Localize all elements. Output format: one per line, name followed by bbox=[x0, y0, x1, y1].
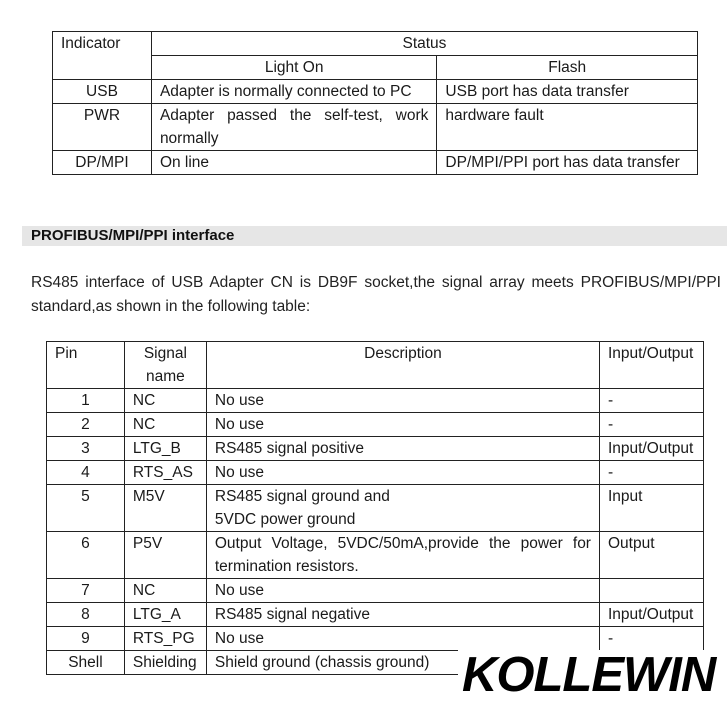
description-cell: Shield ground (chassis ground) bbox=[206, 651, 599, 675]
description-cell: RS485 signal positive bbox=[206, 437, 599, 461]
description-cell: No use bbox=[206, 627, 599, 651]
description-cell: RS485 signal negative bbox=[206, 603, 599, 627]
table-row bbox=[47, 437, 704, 461]
description-cell: Output Voltage, 5VDC/50mA,provide the power for termination resistors. bbox=[206, 532, 599, 579]
indicator-cell: PWR bbox=[53, 104, 152, 151]
table-row bbox=[47, 603, 704, 627]
light-on-cell: On line bbox=[151, 151, 436, 175]
description-cell: No use bbox=[206, 461, 599, 485]
pin-cell: 1 bbox=[47, 389, 125, 413]
io-cell: Input bbox=[599, 485, 703, 532]
io-cell: Output bbox=[599, 532, 703, 579]
table-row bbox=[47, 579, 704, 603]
pin-cell: 4 bbox=[47, 461, 125, 485]
pin-cell: 6 bbox=[47, 532, 125, 579]
io-cell: - bbox=[599, 627, 703, 651]
section-paragraph: RS485 interface of USB Adapter CN is DB9F socket,the signal array meets PROFIBUS/MPI/PPI standard,as shown in the following table: bbox=[31, 274, 721, 315]
table-row bbox=[53, 151, 698, 175]
signal-cell: LTG_B bbox=[124, 437, 206, 461]
signal-cell: Shielding bbox=[124, 651, 206, 675]
description-cell: No use bbox=[206, 413, 599, 437]
table-row bbox=[53, 104, 698, 151]
indicator-table bbox=[52, 31, 698, 175]
header-status: Status bbox=[151, 32, 697, 56]
io-cell: - bbox=[599, 461, 703, 485]
header-light-on: Light On bbox=[151, 56, 436, 80]
io-cell: Input/Output bbox=[599, 437, 703, 461]
indicator-cell: USB bbox=[53, 80, 152, 104]
header-indicator: Indicator bbox=[53, 32, 152, 80]
table-row bbox=[47, 461, 704, 485]
pin-cell: 3 bbox=[47, 437, 125, 461]
table-row bbox=[47, 413, 704, 437]
table-row bbox=[47, 532, 704, 579]
signal-cell: NC bbox=[124, 413, 206, 437]
header-pin: Pin bbox=[47, 342, 125, 389]
kollewin-watermark-logo: KOLLEWIN bbox=[458, 650, 719, 700]
flash-cell: hardware fault bbox=[437, 104, 698, 151]
signal-cell: LTG_A bbox=[124, 603, 206, 627]
flash-cell: DP/MPI/PPI port has data transfer bbox=[437, 151, 698, 175]
header-signal-name: Signal name bbox=[124, 342, 206, 389]
table-row bbox=[47, 389, 704, 413]
io-cell: Input/Output bbox=[599, 603, 703, 627]
io-cell bbox=[599, 579, 703, 603]
signal-cell: NC bbox=[124, 389, 206, 413]
description-line: RS485 signal ground and bbox=[214, 488, 390, 505]
signal-cell: M5V bbox=[124, 485, 206, 532]
table-header-row bbox=[47, 342, 704, 389]
description-cell: No use bbox=[206, 579, 599, 603]
pin-cell: 7 bbox=[47, 579, 125, 603]
pin-cell: 2 bbox=[47, 413, 125, 437]
description-cell bbox=[206, 485, 599, 532]
signal-cell: RTS_AS bbox=[124, 461, 206, 485]
section-title: PROFIBUS/MPI/PPI interface bbox=[31, 227, 235, 244]
description-cell: No use bbox=[206, 389, 599, 413]
pin-cell: 8 bbox=[47, 603, 125, 627]
pin-cell: 9 bbox=[47, 627, 125, 651]
light-on-cell: Adapter is normally connected to PC bbox=[151, 80, 436, 104]
table-row bbox=[47, 627, 704, 651]
table-header-row bbox=[53, 32, 698, 56]
pin-cell: Shell bbox=[47, 651, 125, 675]
indicator-cell: DP/MPI bbox=[53, 151, 152, 175]
table-row bbox=[53, 80, 698, 104]
io-cell: - bbox=[599, 389, 703, 413]
pin-table bbox=[46, 341, 704, 675]
light-on-cell: Adapter passed the self-test, work normally bbox=[151, 104, 436, 151]
signal-cell: P5V bbox=[124, 532, 206, 579]
signal-cell: RTS_PG bbox=[124, 627, 206, 651]
io-cell: - bbox=[599, 413, 703, 437]
header-description: Description bbox=[206, 342, 599, 389]
header-input-output: Input/Output bbox=[599, 342, 703, 389]
flash-cell: USB port has data transfer bbox=[437, 80, 698, 104]
table-row bbox=[47, 485, 704, 532]
pin-cell: 5 bbox=[47, 485, 125, 532]
description-line: 5VDC power ground bbox=[214, 511, 356, 528]
signal-cell: NC bbox=[124, 579, 206, 603]
header-flash: Flash bbox=[437, 56, 698, 80]
